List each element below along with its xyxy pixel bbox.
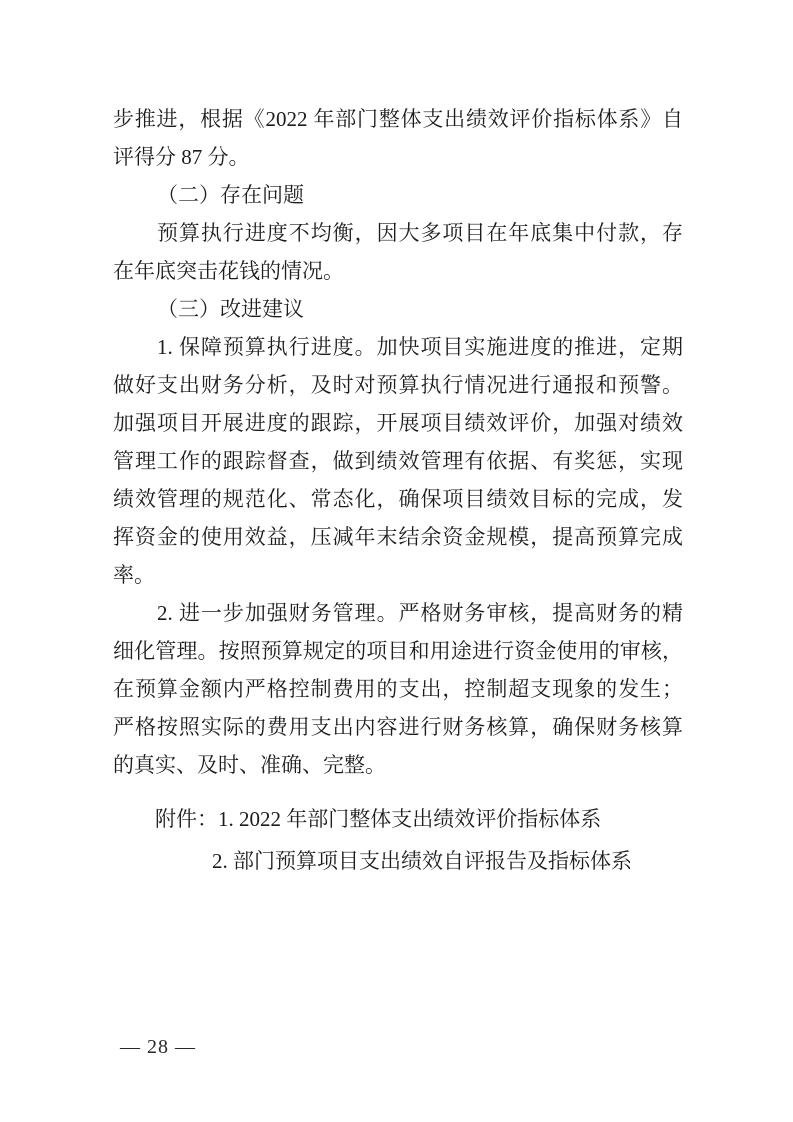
body-line: 在年底突击花钱的情况。: [113, 259, 344, 283]
body-line: 细化管理。按照预算规定的项目和用途进行资金使用的审核，: [113, 639, 683, 663]
page-footer: [120, 1036, 196, 1059]
body-line: 1. 保障预算执行进度。加快项目实施进度的推进，定期: [157, 335, 683, 359]
body-line: 绩效管理的规范化、常态化，确保项目绩效目标的完成，发: [113, 487, 683, 511]
section-heading: （三）改进建议: [157, 297, 304, 321]
body-line: 做好支出财务分析，及时对预算执行情况进行通报和预警。: [113, 373, 683, 397]
attachment-line: [113, 840, 683, 882]
body-line: 在预算金额内严格控制费用的支出，控制超支现象的发生；: [113, 677, 683, 701]
body-line: 步推进，根据《2022 年部门整体支出绩效评价指标体系》自: [113, 107, 683, 131]
attachments-label: 附件：: [155, 807, 218, 831]
attachments-section: [113, 798, 683, 882]
body-line: 率。: [113, 563, 155, 587]
body-line: 严格按照实际的费用支出内容进行财务核算，确保财务核算: [113, 715, 683, 739]
body-line: 的真实、及时、准确、完整。: [113, 753, 386, 777]
body-line: 加强项目开展进度的跟踪，开展项目绩效评价，加强对绩效: [113, 411, 683, 435]
body-line: 管理工作的跟踪督查，做到绩效管理有依据、有奖惩，实现: [113, 449, 683, 473]
attachment-item: 1. 2022 年部门整体支出绩效评价指标体系: [218, 807, 602, 831]
body-line: 预算执行进度不均衡，因大多项目在年底集中付款，存: [157, 221, 683, 245]
body-line: 2. 进一步加强财务管理。严格财务审核，提高财务的精: [157, 601, 683, 625]
attachment-line: [113, 798, 683, 840]
body-line: 挥资金的使用效益，压减年末结余资金规模，提高预算完成: [113, 525, 683, 549]
section-heading: （二）存在问题: [157, 183, 304, 207]
body-line: 评得分 87 分。: [113, 145, 250, 169]
document-body: [113, 100, 683, 784]
page-number: — 28 —: [120, 1036, 196, 1058]
attachment-item: 2. 部门预算项目支出绩效自评报告及指标体系: [212, 849, 632, 873]
